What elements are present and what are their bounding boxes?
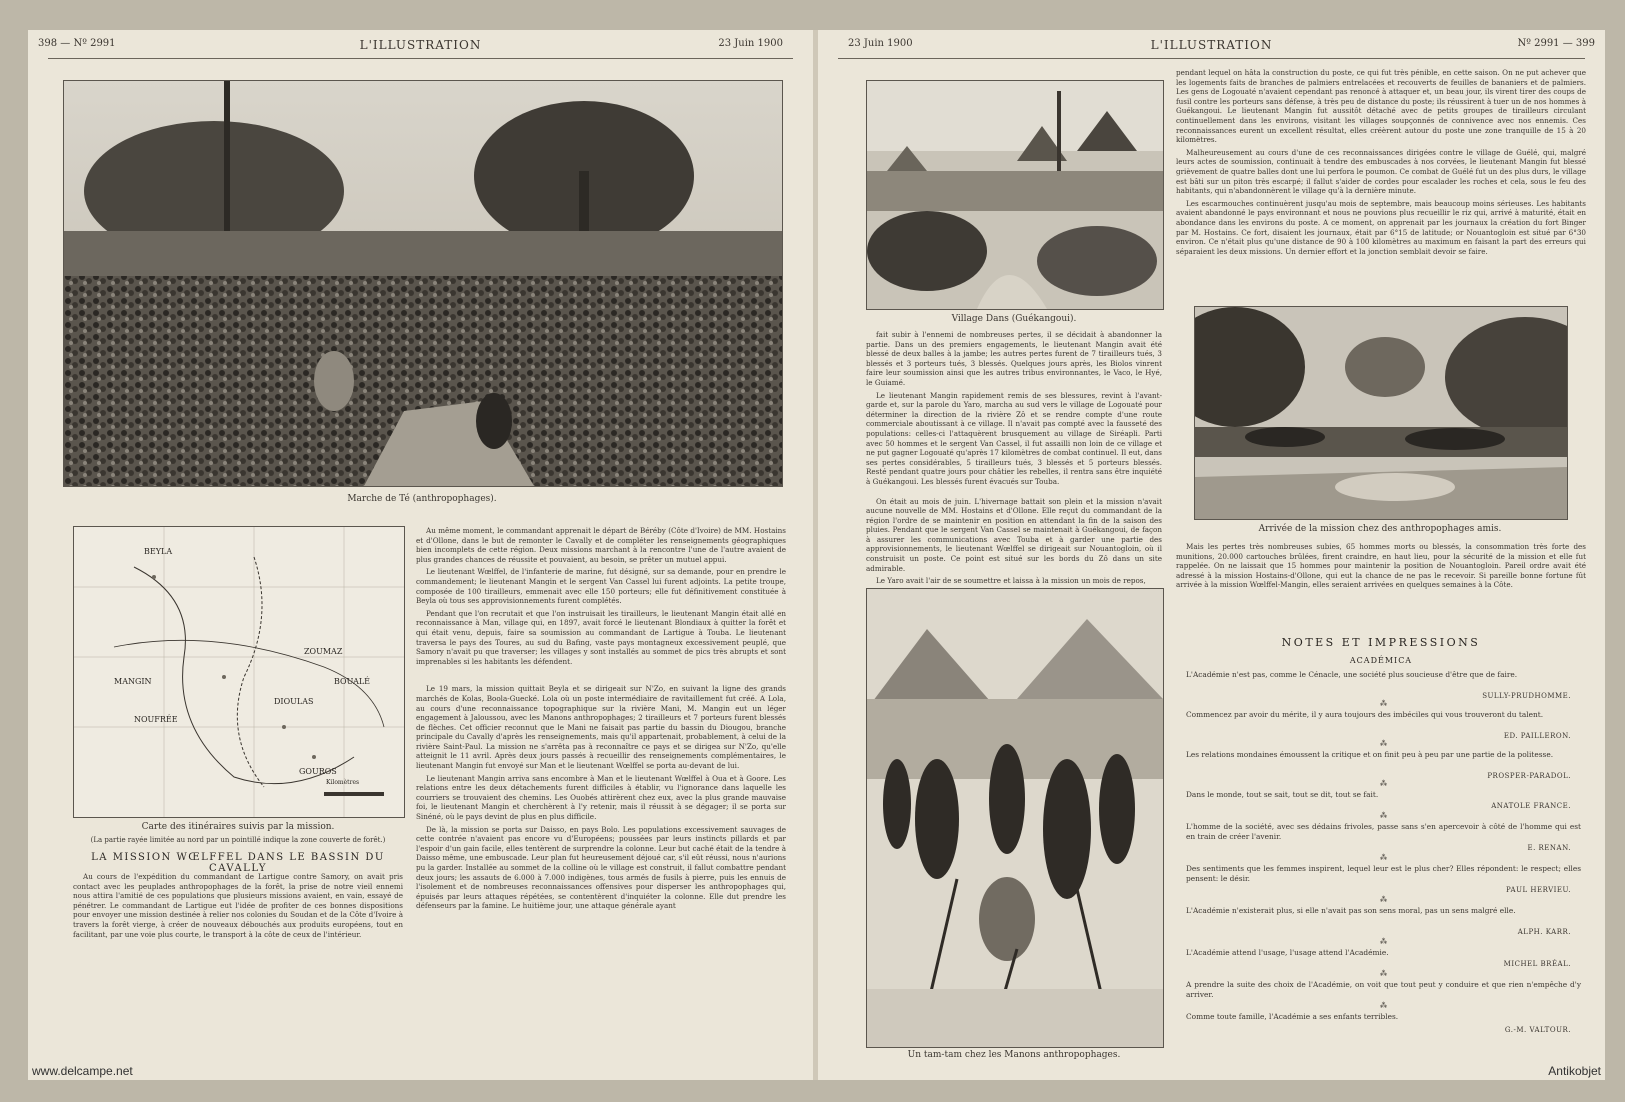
left-page-number: 398 — Nº 2991 [38,38,116,49]
itinerary-map-art [74,527,404,817]
mission-arrival-photo [1194,306,1568,520]
right-date: 23 Juin 1900 [848,38,913,49]
header-rule [838,58,1585,59]
map-caption: Carte des itinéraires suivis par la mission. [141,822,335,832]
watermark-antikobjet: Antikobjet [1548,1064,1601,1078]
note-text: Les relations mondaines émoussent la critique et on finit peu à peu par une partie de la politesse. [1186,750,1554,759]
article-title: LA MISSION WŒLFFEL DANS LE BASSIN DU CAVALLY [91,852,385,874]
paragraph: Le lieutenant Wœlffel, de l'infanterie de marine, fut désigné, sur sa demande, pour en prendre le commandement; le lieutenant Mangin et le sergent Van Cassel lui furent adjoints. La petite troupe, composée de 100 tirailleurs, emmenait avec elle 150 porteurs; elle fut définitivement constituée à Beyla où tous ses approvisionnements furent complétés. [416,567,786,606]
map-label-zoumaz: ZOUMAZ [304,647,343,656]
note-text: Comme toute famille, l'Académie a ses enfants terribles. [1186,1012,1399,1021]
note-text: Commencez par avoir du mérite, il y aura toujours des imbéciles qui vous trouveront du talent. [1186,710,1544,719]
note-separator: ⁂ [1380,896,1387,904]
right-column-2-top [1176,68,1586,298]
right-column-1 [866,330,1162,585]
notes-list [1186,670,1581,1060]
note-text: L'homme de la société, avec ses dédains frivoles, passe sans s'en apercevoir à côté de l'homme qui est en train de créer l'avenir. [1186,822,1581,841]
figure-4-caption: Un tam-tam chez les Manons anthropophages. [907,1050,1121,1060]
note-text: L'Académie attend l'usage, l'usage attend l'Académie. [1186,948,1389,957]
note-author: G.-M. VALTOUR. [1504,1026,1571,1034]
left-date: 23 Juin 1900 [718,38,783,49]
note-author: ALPH. KARR. [1517,928,1571,936]
map-label-mangin: MANGIN [114,677,152,686]
map-label-noufree: NOUFRÉE [134,715,178,724]
note-text: A prendre la suite des choix de l'Académie, on voit que tout peut y conduire et que rien n'empêche d'y arriver. [1186,980,1581,999]
note-author: PAUL HERVIEU. [1505,886,1571,894]
right-page [818,30,1605,1080]
note-separator: ⁂ [1380,700,1387,708]
notes-subtitle: ACADÉMICA [1349,656,1413,665]
header-rule [48,58,793,59]
map-label-beyla: BEYLA [144,547,173,556]
map-scale-legend: Kilomètres [326,779,360,786]
map-label-gouros: GOUROS [299,767,337,776]
right-column-2-bottom [1176,542,1586,637]
paragraph: Mais les pertes très nombreuses subies, 65 hommes morts ou blessés, la consommation très forte des munitions, 20.000 cartouches brûlées, firent craindre, en haut lieu, pour la sécurité de la mission et elle fut rappelée. On ne laissait que 15 hommes pour maintenir la position de Nouantogloin. Pareil ordre avait été adressé à la mission Hostains-d'Ollone, qui eut la chance de ne pas le recevoir. Si pareille bonne fortune fût arrivée à la mission Wœlffel-Mangin, elles seraient arrivées en quelques semaines à la Côte. [1176,542,1586,590]
paragraph: Les escarmouches continuèrent jusqu'au mois de septembre, mais beaucoup moins sérieuses. Les habitants avaient abandonné le pays environnant et nous ne pouvions plus recueillir le riz qui, arrivé à maturité, était en abondance dans les environs du poste. A ce moment, on apprenait par les journaux la création du fort Binger par M. Hostains. Ce fort, disaient les journaux, était par 6°15 de latitude; or Nouantogloin est situé par 6°30 environ. Ce n'était plus qu'une distance de 90 à 100 kilomètres au maximum en faisant la part des erreurs qui séparaient les deux missions. Un dernier effort et la jonction semblait devoir se faire. [1176,198,1586,256]
paragraph: Le lieutenant Mangin rapidement remis de ses blessures, revint à l'avant-garde et, sur la parole du Yaro, marcha au sud vers le village de Logouaté pour déterminer la direction de la rivière Zô et se rendre compte d'une route commerciale aboutissant à ce village. Il n'avait pas compté avec la fausseté des populations: celles-ci l'attaquèrent brusquement au village de Siréapli. Parti avec 50 hommes et le sergent Van Cassel, il fut assailli non loin de ce village et ne put gagner Logouaté qu'après 17 kilomètres de combat continuel. Il eut, dans ses pertes considérables, 5 tirailleurs tués, 3 blessés et 5 porteurs blessés. Resté pendant quatre jours pour châtier les rebelles, il rentra sans être inquiété à Guékangoui. Les blessés furent évacués sur Touba. [866,390,1162,486]
itinerary-map [73,526,405,818]
map-label-dioulas: DIOULAS [274,697,314,706]
figure-3-caption: Arrivée de la mission chez des anthropophages amis. [1258,524,1502,534]
note-text: Dans le monde, tout se sait, tout se dit, tout se fait. [1186,790,1379,799]
note-separator: ⁂ [1380,1002,1387,1010]
note-author: SULLY-PRUDHOMME. [1482,692,1571,700]
paragraph: Le lieutenant Mangin arriva sans encombre à Man et le lieutenant Wœlffel à Oua et à Goore. Les relations entre les deux détachements furent difficiles à établir, vu l'ignorance dans laquelle les courriers se trouvaient des chemins. Les Ouobés attirèrent chez eux, avec la plus grande mauvaise foi, le lieutenant Mangin et cherchèrent à l'y retenir, mais il réussit à se dégager; il se porta sur Sinéné, où le pays devint de plus en plus difficile. [416,773,786,822]
paragraph: pendant lequel on hâta la construction du poste, ce qui fut très pénible, en cette saison. On ne put achever que les logements faits de branches de palmiers entrelacées et recouverts de feuilles de bananiers et de palmiers. Les gens de Logouaté n'avaient cependant pas renoncé à attaquer et, un beau jour, ils virent tirer des coups de fusil contre les porteurs sans défense, à très peu de distance du poste; ils réussirent à tuer un de nos hommes à Guékangoui. Le lieutenant Mangin fut aussitôt détaché avec de petits groupes de tirailleurs circulant continuellement dans les environs, visitant les villages soupçonnés de connivence avec nos ennemis. Ces reconnaissances eurent un excellent résultat, elles créèrent autour du poste une zone tranquille de 15 à 20 kilomètres. [1176,68,1586,145]
crowd-engraving [63,80,783,487]
note-author: MICHEL BRÉAL. [1503,960,1571,968]
left-column-1 [73,872,403,1062]
note-separator: ⁂ [1380,812,1387,820]
left-column-2 [416,526,786,1071]
figure-1-caption: Marche de Té (anthropophages). [347,494,497,504]
left-masthead: L'ILLUSTRATION [359,38,482,52]
map-label-boualé: BOUALÉ [334,677,371,686]
newspaper-spread [28,30,1605,1080]
right-masthead: L'ILLUSTRATION [1150,38,1273,52]
watermark-delcampe: www.delcampe.net [32,1064,133,1078]
paragraph: fait subir à l'ennemi de nombreuses pertes, il se décidait à abandonner la partie. Dans un des premiers engagements, le lieutenant Mangin avait été blessé de deux balles à la jambe; les autres pertes furent de 7 tirailleurs tués, 3 blessés et 3 porteurs tués, 3 blessés. Quelques jours après, les Biolos vinrent faire leur soumission ainsi que les autres tribus environnantes, le Vaco, le Hyé, le Guiamé. [866,330,1162,387]
notes-title: NOTES ET IMPRESSIONS [1281,636,1481,649]
note-separator: ⁂ [1380,854,1387,862]
note-separator: ⁂ [1380,970,1387,978]
paragraph: Malheureusement au cours d'une de ces reconnaissances dirigées contre le village de Guélé, qui, malgré leurs actes de soumission, continuait à tendre des embuscades à nos corvées, le lieutenant Mangin fut blessé grièvement de quatre balles dont une lui perfora le poumon. Ce combat de Guélé fut un des plus durs, le village est bâti sur un piton très escarpé; il fallut s'aider de cordes pour escalader les roches et cela, sous le feu des habitants, qui n'abandonnèrent le village qu'à la dernière minute. [1176,147,1586,196]
note-author: ED. PAILLERON. [1503,732,1571,740]
right-page-number: Nº 2991 — 399 [1517,38,1595,49]
note-separator: ⁂ [1380,740,1387,748]
note-text: Des sentiments que les femmes inspirent, lequel leur est le plus cher? Elles répondent: le respect; elles pensent: le désir. [1186,864,1581,883]
tam-tam-engraving-art [867,589,1163,1047]
paragraph: Au même moment, le commandant apprenait le départ de Béréby (Côte d'Ivoire) de MM. Hostains et d'Ollone, dans le but de remonter le Cavally et de compléter les renseignements géographiques bien incomplets de cette région. Deux missions marchant à la rencontre l'une de l'autre avaient de plus grandes chances de réussite et pouvaient, au besoin, se prêter un mutuel appui. [416,526,786,564]
crowd-engraving-art [64,81,782,486]
paragraph: Au cours de l'expédition du commandant de Lartigue contre Samory, on avait pris contact avec les peuplades anthropophages de la forêt, la prise de notre vieil ennemi nous attira l'amitié de ces populations que plusieurs missions avaient, en vain, essayé de pénétrer. Le commandant de Lartigue eut l'idée de profiter de ces bonnes dispositions pour envoyer une mission destinée à relier nos colonies du Soudan et de la Côte d'Ivoire à travers la forêt vierge, à créer de nouveaux débouchés aux produits européens, tout en facilitant, par une voie plus courte, le transport à la côte de ceux de l'intérieur. [73,872,403,939]
village-photo [866,80,1164,310]
figure-2-caption: Village Dans (Guékangoui). [951,314,1077,324]
village-photo-art [867,81,1163,309]
note-author: E. RENAN. [1527,844,1571,852]
note-text: L'Académie n'existerait plus, si elle n'avait pas son sens moral, pas un sens malgré elle. [1186,906,1516,915]
left-page [28,30,813,1080]
paragraph: Pendant que l'on recrutait et que l'on instruisait les tirailleurs, le lieutenant Mangin était allé en reconnaissance à Man, village qui, en 1897, avait forcé le lieutenant Blondiaux à quitter la forêt et qui était venu, depuis, faire sa soumission au commandant de Lartigue à Touba. Le lieutenant traversa le pays des Toures, au sud du Bafing, vaste pays montagneux excessivement peuplé, que Samory n'avait pu que traverser; les villages y sont installés au sommet de pics très abrupts et sont imprenables si les habitants les défendent. [416,608,786,666]
paragraph: De là, la mission se porta sur Daisso, en pays Bolo. Les populations excessivement sauvages de cette contrée n'avaient pas encore vu d'Européens; poussées par leurs instincts pillards et par l'espoir d'un gain facile, elles tentèrent de surprendre la colonne. Leur but caché était de la tendre à Daisso même, une embuscade. Leur plan fut heureusement déjoué car, s'il eût réussi, nous n'aurions pu la garder. Installée au sommet de la colline où le village est construit, il fallut combattre pendant deux jours; les assauts de 6.000 à 7.000 indigènes, tous armés de fusils à pierre, puis les ennuis de l'isolement et de nombreuses reconnaissances offensives pour disperser les anthropophages qui, épuisés par leurs attaques répétées, se contentèrent d'inquiéter la colonne. Elle dut prendre les défenseurs par la famine. Le huitième jour, une attaque générale ayant [416,824,786,911]
paragraph: On était au mois de juin. L'hivernage battait son plein et la mission n'avait aucune nouvelle de MM. Hostains et d'Ollone. Elle reçut du commandant de la région l'ordre de se maintenir en position en attendant la fin de la saison des pluies. Pendant que le sergent Van Cassel se maintenait à Guékangoui, de façon à assurer les communications avec Touba et à garder une partie des approvisionnements, le lieutenant Wœlffel se dirigeait sur Nouantogloin, où il construisit un poste. Ce point est situé sur les bords du Zô dans un site admirable. [866,496,1162,573]
note-text: L'Académie n'est pas, comme le Cénacle, une société plus soucieuse d'être que de faire. [1186,670,1518,679]
paragraph: Le 19 mars, la mission quittait Beyla et se dirigeait sur N'Zo, en suivant la ligne des grands marchés de Kolas, Boola-Guecké. Lola où un poste intermédiaire de ravitaillement fut créé. A Lola, au cours d'une reconnaissance topographique sur la rivière Mani, M. Mangin eut un léger engagement à Jaloussou, avec les Manons anthropophages; 2 tirailleurs et 7 porteurs furent blessés de flèches. Cet officier reconnut que le Mani ne faisait pas partie du bassin du Diougou, branche principale du Cavally d'après les renseignements, mais qu'il appartenait, probablement, à celui de la rivière Saint-Paul. La mission ne s'arrêta pas à reconnaître ce pays et se dirigea sur N'Zo, qu'elle atteignit le 11 avril. Après deux jours passés à recueillir des renseignements complémentaires, le lieutenant Mangin fut envoyé sur Man et le lieutenant Wœlffel se porta au-devant de lui. [416,684,786,771]
note-author: ANATOLE FRANCE. [1491,802,1571,810]
mission-arrival-photo-art [1195,307,1567,519]
note-separator: ⁂ [1380,780,1387,788]
note-author: PROSPER-PARADOL. [1487,772,1571,780]
map-caption-note: (La partie rayée limitée au nord par un pointillé indique la zone couverte de forêt.) [90,836,386,844]
tam-tam-engraving [866,588,1164,1048]
paragraph: Le Yaro avait l'air de se soumettre et laissa à la mission un mois de repos, [876,576,1146,585]
note-separator: ⁂ [1380,938,1387,946]
